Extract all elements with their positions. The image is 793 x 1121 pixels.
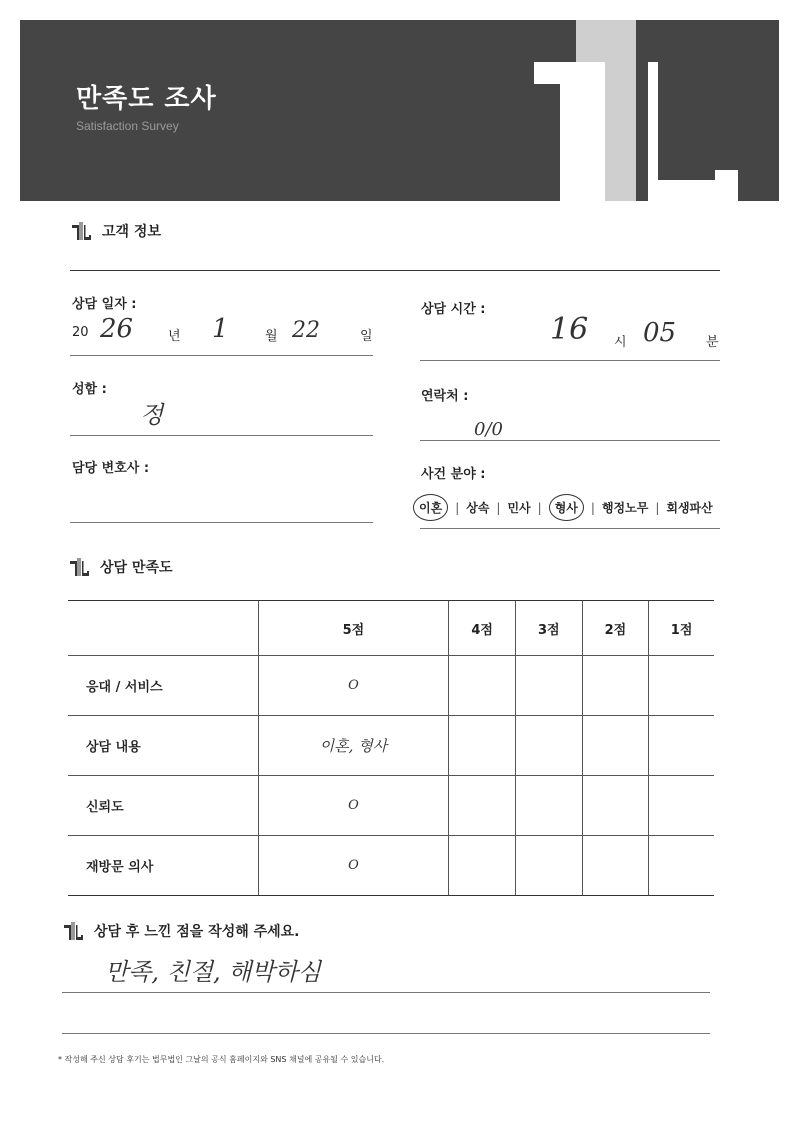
category-label: 사건 분야 : (421, 467, 486, 482)
rating-mark (649, 656, 714, 716)
row-label: 재방문 의사 (68, 836, 258, 896)
table-header-cell: 4점 (449, 601, 516, 656)
section-feedback (62, 920, 300, 942)
hour-value: 16 (550, 312, 589, 347)
rating-mark (449, 836, 516, 896)
month-unit: 월 (265, 329, 278, 344)
lawyer-underline (70, 522, 373, 523)
minute-value: 05 (643, 318, 677, 348)
section-title: 상담 후 느낀 점을 작성해 주세요. (94, 924, 300, 940)
rating-mark (649, 716, 714, 776)
table-header-cell: 1점 (649, 601, 714, 656)
table-header-cell: 5점 (258, 601, 449, 656)
rating-mark: O (258, 776, 449, 836)
table-row (68, 716, 714, 776)
contact-value: 0/0 (474, 419, 503, 440)
lawyer-label: 담당 변호사 : (72, 461, 150, 476)
firm-logo-icon (62, 920, 84, 942)
firm-logo-icon (68, 556, 90, 578)
table-row (68, 836, 714, 896)
hour-unit: 시 (614, 335, 627, 350)
section-satisfaction (68, 556, 173, 578)
feedback-text: 만족, 친절, 해박하심 (105, 958, 321, 986)
rating-mark (515, 836, 582, 896)
category-civil: 민사 (507, 501, 531, 515)
category-separator: | (537, 500, 542, 515)
contact-label: 연락처 : (421, 389, 469, 404)
row-label: 신뢰도 (68, 776, 258, 836)
day-value: 22 (292, 318, 320, 343)
time-label: 상담 시간 : (421, 302, 486, 317)
name-value: 정 (140, 401, 164, 429)
month-value: 1 (212, 314, 229, 344)
row-label: 상담 내용 (68, 716, 258, 776)
rating-mark (449, 716, 516, 776)
category-rehabilitation: 회생파산 (666, 501, 713, 515)
page-title: 만족도 조사 (76, 84, 217, 114)
section-title: 고객 정보 (102, 224, 161, 240)
category-separator: | (655, 500, 660, 515)
row-label: 응대 / 서비스 (68, 656, 258, 716)
firm-logo-icon (70, 220, 92, 242)
footnote: * 작성해 주신 상담 후기는 법무법인 그날의 공식 홈페이지와 SNS 채널에 공유될 수 있습니다. (58, 1055, 385, 1064)
rating-mark (515, 776, 582, 836)
category-divorce: 이혼 (413, 494, 448, 521)
day-unit: 일 (360, 329, 373, 344)
rating-mark (449, 656, 516, 716)
date-underline (70, 355, 373, 356)
date-prefix: 20 (72, 325, 89, 340)
rating-mark (582, 656, 649, 716)
category-underline (420, 528, 720, 529)
year-unit: 년 (168, 329, 181, 344)
table-row (68, 776, 714, 836)
contact-underline (420, 440, 720, 441)
rating-mark (582, 776, 649, 836)
minute-unit: 분 (706, 335, 719, 350)
year-value: 26 (100, 314, 134, 344)
satisfaction-table (68, 600, 714, 896)
feedback-line (62, 1033, 710, 1034)
name-underline (70, 435, 373, 436)
category-admin-labor: 행정노무 (601, 501, 649, 515)
category-separator: | (455, 500, 460, 515)
category-inheritance: 상속 (466, 501, 490, 515)
table-header-row (68, 601, 714, 656)
table-header-cell: 2점 (582, 601, 649, 656)
category-separator: | (496, 500, 501, 515)
divider (70, 270, 720, 271)
section-customer-info (70, 220, 161, 242)
rating-mark: O (258, 656, 449, 716)
rating-mark (449, 776, 516, 836)
rating-mark (515, 716, 582, 776)
rating-mark (582, 836, 649, 896)
category-criminal: 형사 (549, 494, 584, 521)
rating-mark (515, 656, 582, 716)
rating-mark (649, 776, 714, 836)
table-header-cell (68, 601, 258, 656)
firm-logo-icon (510, 20, 779, 201)
category-list (413, 494, 713, 521)
time-underline (420, 360, 720, 361)
rating-mark (649, 836, 714, 896)
rating-mark: O (258, 836, 449, 896)
header-banner (20, 20, 779, 201)
rating-mark (582, 716, 649, 776)
category-separator: | (590, 500, 595, 515)
table-header-cell: 3점 (515, 601, 582, 656)
date-label: 상담 일자 : (72, 297, 137, 312)
page-subtitle: Satisfaction Survey (76, 119, 179, 133)
feedback-line (62, 992, 710, 993)
rating-mark: 이혼, 형사 (258, 716, 449, 776)
section-title: 상담 만족도 (100, 560, 173, 576)
table-row (68, 656, 714, 716)
name-label: 성함 : (72, 382, 107, 397)
